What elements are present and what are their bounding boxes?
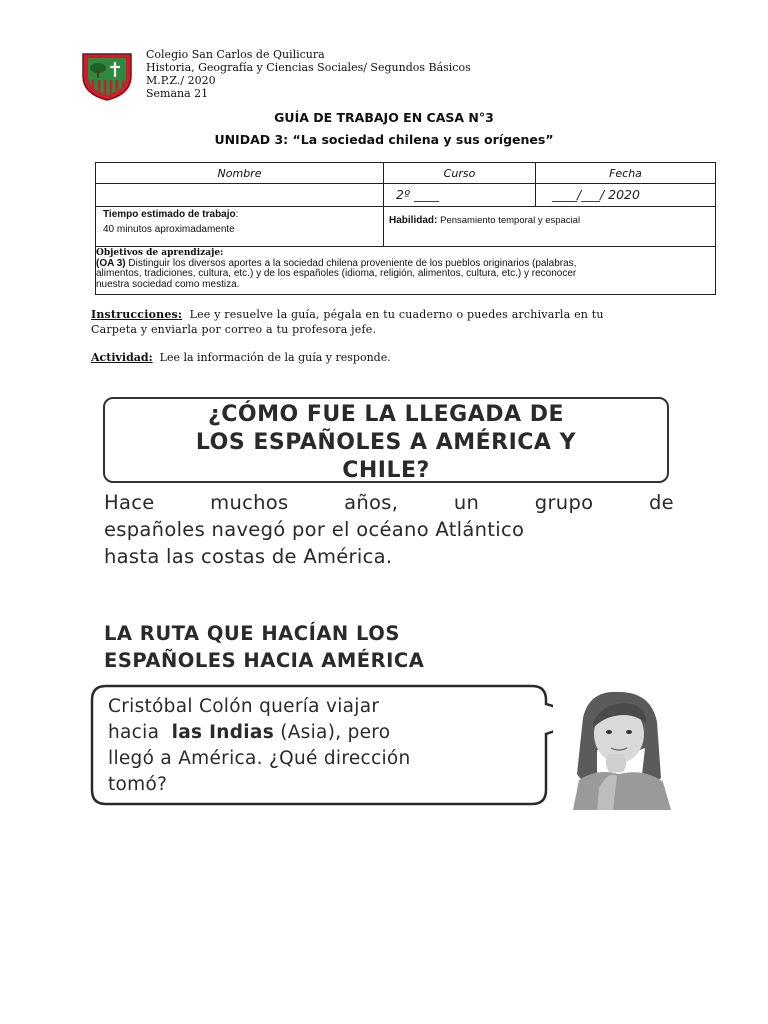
learning-objectives [96, 248, 714, 290]
column-header-date: Fecha [609, 167, 642, 180]
route-title-line: LA RUTA QUE HACÍAN LOS [104, 622, 400, 645]
instructions-label: Instrucciones: [91, 308, 183, 321]
thinking-girl-illustration [553, 688, 685, 810]
column-header-name: Nombre [217, 167, 262, 180]
estimated-time-colon: : [235, 209, 239, 220]
instructions-text: Carpeta y enviarla por correo a tu profesora jefe. [91, 323, 377, 336]
question-title [103, 401, 669, 485]
objective-line: nuestra sociedad como mestiza. [96, 278, 240, 290]
school-info [146, 48, 471, 100]
author-year: M.P.Z./ 2020 [146, 74, 216, 87]
route-title [104, 620, 424, 674]
bubble-line: tomó? [108, 774, 168, 795]
paragraph-word: un [453, 491, 480, 514]
estimated-time [103, 209, 378, 235]
paragraph-line [104, 489, 674, 516]
question-line: ¿CÓMO FUE LA LLEGADA DE [207, 402, 565, 427]
objective-line: alimentos, tradiciones, cultura, etc.) y de los españoles (idioma, religión, alimentos, cultura, etc.) y reconocer [96, 268, 577, 280]
objectives-label: Objetivos de aprendizaje: [96, 248, 224, 258]
speech-bubble-text [108, 694, 538, 798]
instructions [91, 307, 681, 337]
paragraph-word: muchos [210, 491, 289, 514]
paragraph-line: españoles navegó por el océano Atlántico [104, 518, 525, 541]
bubble-bold-text: las Indias [171, 722, 275, 743]
week-label: Semana 21 [146, 87, 209, 100]
estimated-time-label: Tiempo estimado de trabajo [103, 209, 236, 220]
date-field[interactable]: ____/___/ 2020 [552, 187, 640, 202]
skill-value: Pensamiento temporal y espacial [440, 215, 581, 226]
instructions-text: Lee y resuelve la guía, pégala en tu cuaderno o puedes archivarla en tu [189, 308, 604, 321]
school-crest-logo [80, 50, 134, 102]
bubble-line: Cristóbal Colón quería viajar [108, 696, 380, 717]
course-field[interactable]: 2º ____ [396, 187, 439, 202]
table-divider [96, 246, 715, 247]
bubble-line: llegó a América. ¿Qué dirección [108, 748, 411, 769]
question-line: CHILE? [342, 458, 430, 483]
unit-title: UNIDAD 3: “La sociedad chilena y sus orígenes” [214, 132, 554, 147]
activity [91, 351, 391, 364]
paragraph-line: hasta las costas de América. [104, 545, 393, 568]
school-name: Colegio San Carlos de Quilicura [146, 48, 325, 61]
table-divider [96, 206, 715, 207]
skill [389, 215, 709, 226]
activity-text: Lee la información de la guía y responde. [159, 351, 391, 364]
name-field[interactable] [96, 184, 383, 206]
paragraph-word: de [648, 491, 674, 514]
bubble-text-segment: (Asia), pero [280, 722, 391, 743]
route-title-line: ESPAÑOLES HACIA AMÉRICA [104, 649, 425, 672]
estimated-time-value: 40 minutos aproximadamente [103, 224, 235, 235]
paragraph-word: años, [344, 491, 399, 514]
guide-title: GUÍA DE TRABAJO EN CASA N°3 [274, 110, 494, 125]
bubble-text-segment: hacia [108, 722, 160, 743]
paragraph-word: Hace [104, 491, 155, 514]
objective-line: Distinguir los diversos aportes a la sociedad chilena proveniente de los pueblos originarios (palabras, [128, 257, 577, 269]
activity-label: Actividad: [91, 351, 153, 364]
intro-paragraph [104, 489, 674, 570]
skill-label: Habilidad: [389, 215, 438, 226]
student-info-table [95, 162, 716, 295]
column-header-course: Curso [443, 167, 476, 180]
paragraph-word: grupo [534, 491, 594, 514]
subject-line: Historia, Geografía y Ciencias Sociales/ Segundos Básicos [146, 61, 471, 74]
objective-code: (OA 3) [96, 257, 126, 269]
question-line: LOS ESPAÑOLES A AMÉRICA Y [195, 430, 577, 455]
